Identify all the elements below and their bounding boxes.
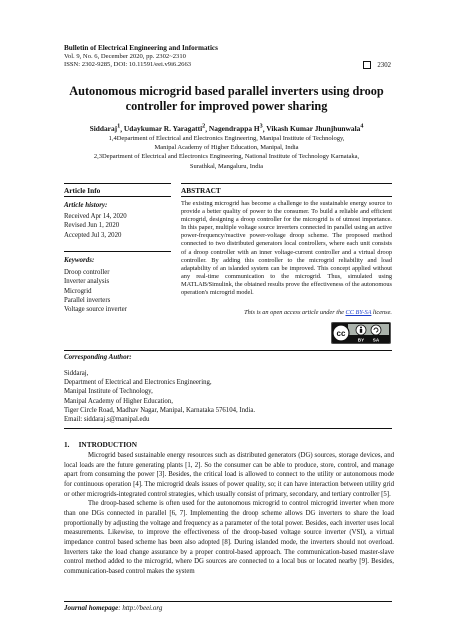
revised-date: Revised Jun 1, 2020 (64, 222, 120, 230)
corr-email: Email: siddaraj.s@manipal.edu (64, 416, 150, 424)
divider (181, 183, 392, 184)
divider (64, 196, 171, 197)
svg-text:cc: cc (336, 328, 346, 338)
corr-line: Department of Electrical and Electronics Engineering, (64, 379, 212, 387)
paper-title (50, 84, 403, 114)
title-line-1: Autonomous microgrid based parallel inverters using droop (69, 84, 384, 98)
svg-text:SA: SA (372, 337, 380, 343)
received-date: Received Apr 14, 2020 (64, 213, 127, 220)
keyword-list (64, 268, 127, 314)
corr-line: Manipal Institute of Technology, (64, 388, 153, 396)
abstract-heading: ABSTRACT (181, 186, 221, 195)
divider (181, 196, 392, 197)
open-access-note: This is an open access article under the CC BY-SA license. (244, 309, 392, 316)
corresponding-heading: Corresponding Author: (64, 353, 132, 361)
abstract-text: The existing microgrid has become a challenge to the sustainable energy source to provide a better quality of power to the consumer. To build a reliable and efficient microgrid, designing a droop controller for the microgrid is of utmost importance. In this paper, multiple voltage source inverters connected in parallel using an active power-frequency/reactive power-voltage droop scheme. The proposed method connected to two distributed generators local controllers, where each unit consists of a droop controller with an inner voltage-current controller and a virtual droop controller. By adding this controller to the microgrid reliability and load adaptability of an islanded system can be improved. This concept applied without any real-time communication to the microgrid. Thus, simulated using MATLAB/Simulink, the obtained results prove the effectiveness of the autonomous operation's microgrid model. (181, 200, 392, 297)
affiliation-line: Surathkal, Mangaluru, India (189, 162, 264, 170)
corresponding-author (64, 369, 394, 424)
divider (64, 251, 171, 252)
affiliations (40, 134, 413, 171)
divider (64, 428, 392, 429)
author-3: Nagendrappa $H^3$ (208, 124, 263, 134)
author-1: Siddaraj$^1$ (89, 124, 121, 134)
author-2: Udaykumar R. Yaragatti$^2$ (123, 124, 206, 134)
affiliation-line: Manipal Academy of Higher Education, Manipal, India (154, 144, 299, 152)
cc-by-sa-badge-icon[interactable] (331, 322, 391, 344)
footer-divider (64, 601, 392, 602)
article-history (64, 212, 127, 240)
page-number: 2302 (377, 61, 391, 69)
author-4: Vikash Kumar Jhunjhunwala$^4$ (266, 124, 364, 134)
keyword: Microgrid (64, 287, 92, 295)
divider (64, 350, 392, 351)
corr-line: Siddaraj, (64, 370, 89, 377)
introduction-body (64, 451, 394, 577)
affiliation-line: 1,4Department of Electrical and Electronics Engineering, Manipal Institute of Technology, (108, 135, 345, 142)
introduction-heading: 1. INTRODUCTION (64, 440, 137, 449)
keyword: Droop controller (64, 269, 110, 276)
homepage-url[interactable]: : http://beei.org (118, 604, 163, 612)
journal-volume: Vol. 9, No. 6, December 2020, pp. 2302~2310 (64, 53, 186, 60)
corr-line: Manipal Academy of Higher Education, (64, 397, 173, 405)
accepted-date: Accepted Jul 3, 2020 (64, 231, 122, 239)
affiliation-line: 2,3Department of Electrical and Electronics Engineering, National Institute of Technology Karnataka, (93, 153, 360, 161)
paragraph: Microgrid based sustainable energy resources such as distributed generators (DG) sources, storage devices, and local loads are the future generating plants [1, 2]. So the consumer can be able to produce, store, control, and manage apart from consuming the power [3]. Besides, the critical load is allowed to connect to the utility or autonomous mode for continuous operation [4]. The microgrid deals issues of power quality, so; it can have interaction between utility grid or other microgrids-integrated control strategies, which usually consist of primary, secondary, and tertiary controller [5]. (64, 452, 394, 498)
article-info-heading: Article Info (64, 186, 101, 195)
paragraph: The droop-based scheme is often used for the autonomous microgrid to control microgrid inverter when more than one DGs connected in parallel [6, 7]. Implementing the droop scheme allows DG inverters to share the load proportionally by adjusting the voltage and frequency as a parameter of the total power. Besides, each inverter uses local measurements. Likewise, to improve the effectiveness of the droop-based voltage source inverter (VSI), a virtual impedance control based scheme has been also adopted [8]. During islanded mode, the inverters should not overload. Inverters take the load change assurance by a proper control-based approach. The communication-based master-slave control method added to the microgrid, where DG sources are connected to a local bus or located nearby [9]. Besides, communication-based control makes the system (64, 500, 394, 575)
history-heading: Article history: (64, 201, 108, 209)
divider (64, 183, 171, 184)
license-link[interactable]: CC BY-SA (345, 309, 372, 316)
page-number-block (363, 61, 391, 69)
square-icon (363, 61, 371, 69)
svg-text:BY: BY (357, 337, 365, 343)
journal-homepage: Journal homepage: http://beei.org (64, 604, 163, 612)
keyword: Inverter analysis (64, 278, 110, 286)
keyword: Parallel inverters (64, 296, 111, 304)
corr-line: Tiger Circle Road, Madhav Nagar, Manipal, Karnataka 576104, India. (64, 406, 256, 414)
keywords-heading: Keywords: (64, 256, 95, 264)
author-list: Siddaraj$^1$, Udaykumar R. Yaragatti$^2$, Nagendrappa $H^3$, Vikash Kumar Jhunjhunwala$^4$ (89, 124, 364, 134)
title-line-2: controller for improved power sharing (125, 99, 328, 113)
journal-issn: ISSN: 2302-9285, DOI: 10.11591/eei.v9i6.2663 (64, 61, 192, 68)
keyword: Voltage source inverter (64, 306, 127, 314)
journal-name: Bulletin of Electrical Engineering and Informatics (64, 44, 218, 52)
